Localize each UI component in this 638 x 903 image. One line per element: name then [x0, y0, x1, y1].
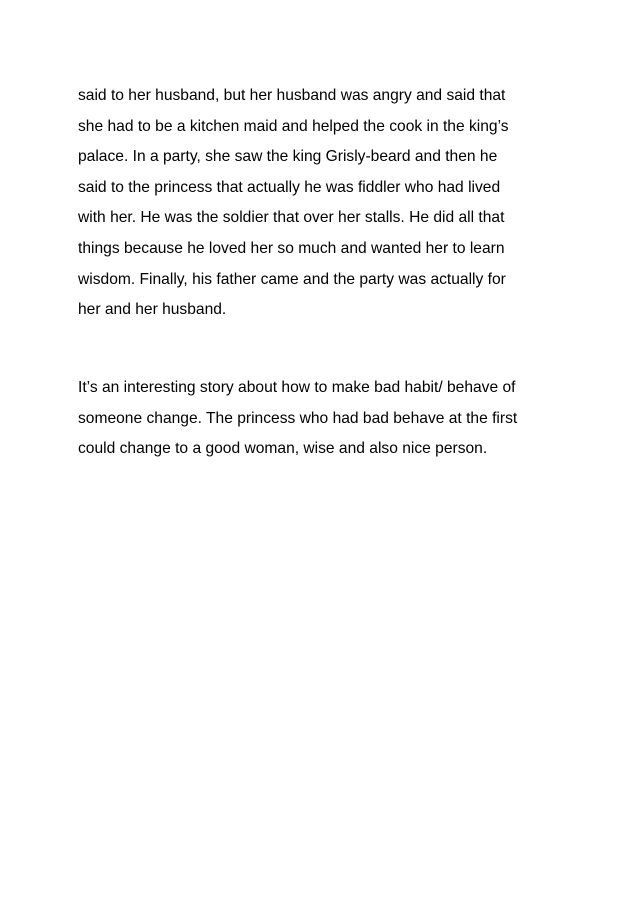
- text-line: things because he loved her so much and wanted her to learn: [78, 239, 505, 257]
- opinion-paragraph: [78, 373, 578, 465]
- text-line: with her. He was the soldier that over her stalls. He did all that: [78, 209, 505, 227]
- text-line: could change to a good woman, wise and also nice person.: [78, 440, 488, 458]
- text-line: someone change. The princess who had bad behave at the first: [78, 409, 518, 427]
- text-line: her and her husband.: [78, 301, 227, 319]
- text-line: she had to be a kitchen maid and helped the cook in the king’s: [78, 117, 509, 135]
- text-line: wisdom. Finally, his father came and the party was actually for: [78, 270, 506, 288]
- text-line: said to her husband, but her husband was angry and said that: [78, 87, 506, 104]
- text-line: said to the princess that actually he was fiddler who had lived: [78, 178, 501, 196]
- text-line: It’s an interesting story about how to make bad habit/ behave of: [78, 379, 516, 396]
- story-summary-paragraph: [78, 81, 578, 326]
- text-line: palace. In a party, she saw the king Grisly-beard and then he: [78, 148, 498, 166]
